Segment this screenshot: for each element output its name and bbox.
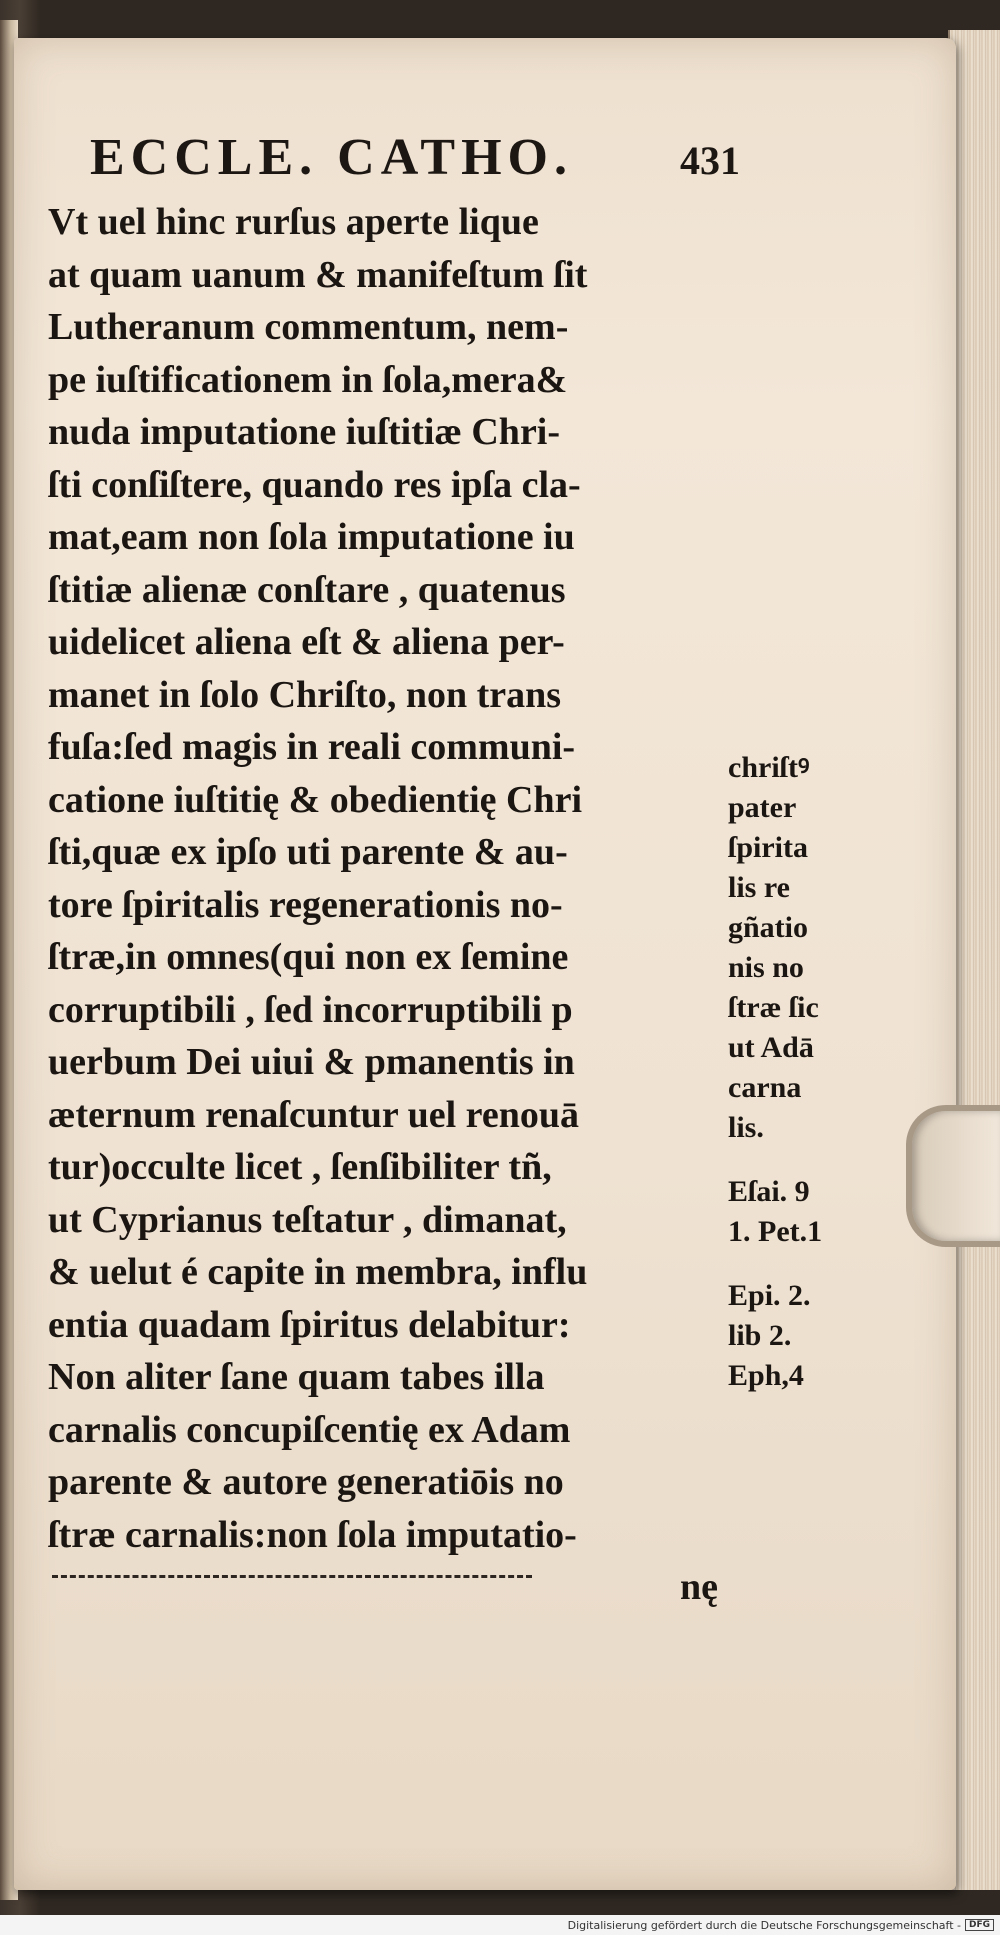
text-line: ſti,quæ ex ipſo uti parente & au- [48, 831, 568, 873]
running-title: ECCLE. CATHO. [90, 129, 573, 186]
footer-credit: Digitalisierung gefördert durch die Deutsche Forschungsgemeinschaft - [567, 1918, 961, 1932]
text-line: uerbum Dei uiui & pmanentis in [48, 1041, 575, 1083]
text-line: manet in ſolo Chriſto, non trans [48, 673, 562, 716]
catchword: nę [680, 1566, 718, 1608]
margin-gap [728, 1252, 878, 1276]
page-header [90, 128, 740, 187]
text-line: carnalis concupiſcentię ex Adam [48, 1408, 571, 1451]
text-line: mat,eam non ſola imputatione iu [48, 516, 575, 558]
text-line: corruptibili , ſed incorruptibili p [48, 988, 573, 1031]
text-line: fuſa:ſed magis in reali communi- [48, 726, 576, 768]
underline-mark [52, 1575, 532, 1578]
text-line: Lutheranum commentum, nem- [48, 306, 569, 348]
dfg-logo: DFG [965, 1919, 994, 1931]
text-line: Vt uel hinc rurſus aperte lique [48, 201, 539, 243]
footer-bar [0, 1915, 1000, 1935]
margin-note: Eph,4 [728, 1359, 804, 1392]
page-number: 431 [680, 138, 740, 183]
text-line: nuda imputatione iuſtitiæ Chri- [48, 411, 561, 453]
text-line: uidelicet aliena eſt & aliena per- [48, 621, 565, 663]
text-line: æternum renaſcuntur uel renouā [48, 1093, 579, 1136]
margin-note: lis re [728, 871, 790, 904]
text-line: entia quadam ſpiritus delabitur: [48, 1303, 571, 1346]
text-line: tore ſpiritalis regenerationis no- [48, 883, 563, 926]
text-line: ſtræ carnalis:non ſola imputatio- [48, 1513, 577, 1556]
margin-note: Eſai. 9 [728, 1175, 810, 1208]
margin-note: pater [728, 791, 797, 824]
margin-note: ſtræ ſic [728, 991, 819, 1024]
margin-note: Epi. 2. [728, 1279, 811, 1312]
text-line: at quam uanum & manifeſtum ſit [48, 253, 588, 296]
margin-notes [728, 748, 878, 1396]
text-line: Non aliter ſane quam tabes illa [48, 1356, 545, 1398]
margin-note: chriſtꝰ [728, 751, 810, 784]
margin-note: nis no [728, 951, 804, 984]
text-line: catione iuſtitię & obedientię Chri [48, 778, 583, 821]
text-line: tur)occulte licet , ſenſibiliter tñ, [48, 1146, 552, 1188]
text-line: ſtræ,in omnes(qui non ex ſemine [48, 936, 569, 978]
margin-note: lib 2. [728, 1319, 792, 1352]
body-text [48, 196, 738, 1614]
text-line: ut Cyprianus teſtatur , dimanat, [48, 1198, 567, 1241]
text-line: & uelut é capite in membra, influ [48, 1251, 588, 1293]
text-line: ſti conſiſtere, quando res ipſa cla- [48, 463, 581, 506]
margin-note: 1. Pet.1 [728, 1215, 823, 1248]
margin-note: carna [728, 1071, 802, 1104]
text-line: pe iuſtificationem in ſola,mera& [48, 358, 568, 401]
margin-note: gñatio [728, 911, 809, 944]
text-line: parente & autore generatiōis no [48, 1461, 564, 1503]
margin-gap [728, 1148, 878, 1172]
margin-note: lis. [728, 1111, 764, 1144]
text-line: ſtitiæ alienæ conſtare , quatenus [48, 568, 566, 611]
book-clasp [906, 1105, 1000, 1247]
margin-note: ſpirita [728, 831, 808, 864]
margin-note: ut Adā [728, 1031, 814, 1064]
